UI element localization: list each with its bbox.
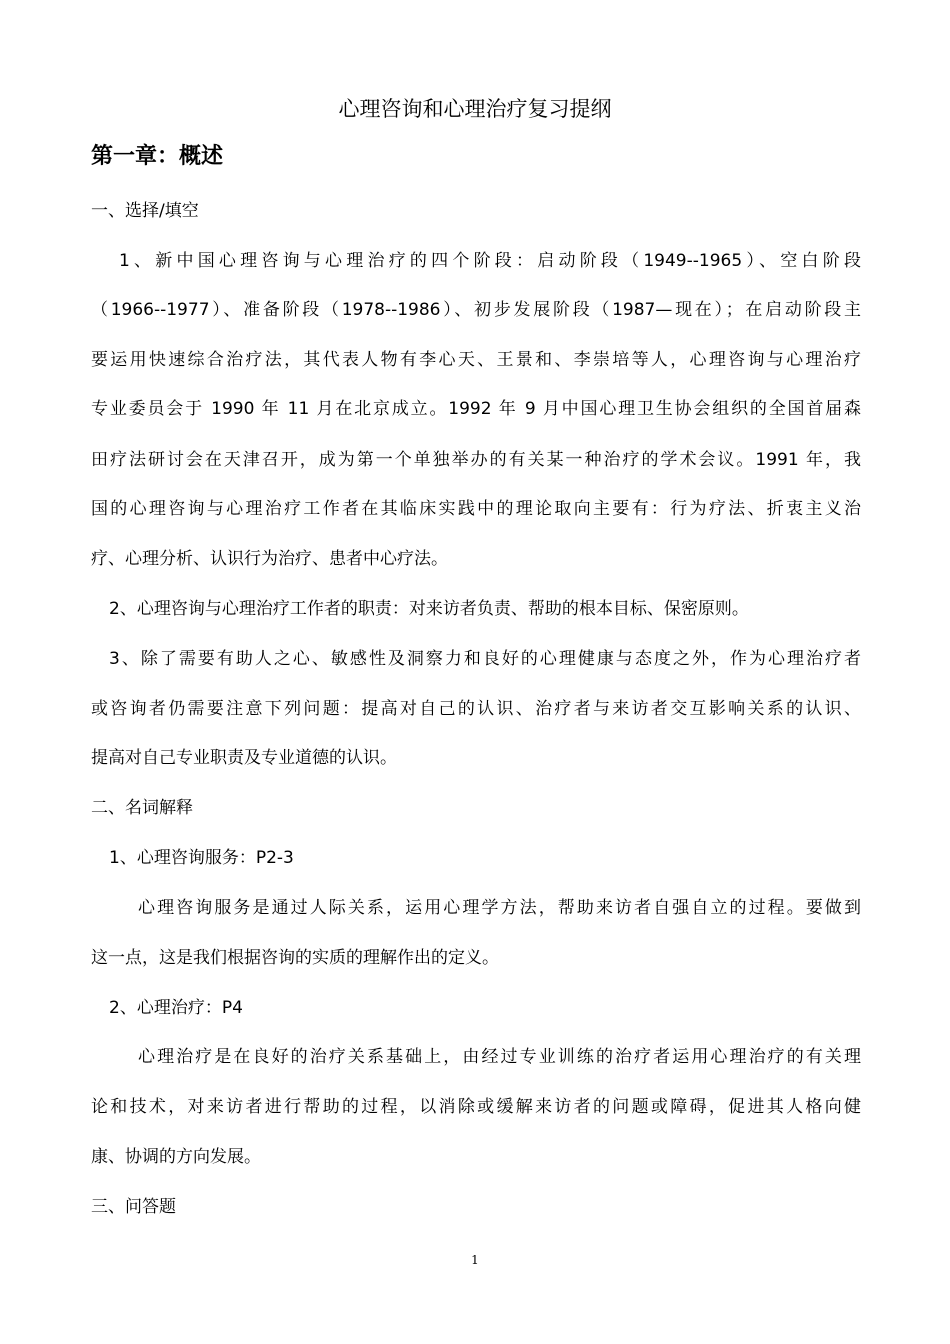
- term2-title: 2、心理治疗：P4: [109, 998, 243, 1018]
- item2-text: 2、心理咨询与心理治疗工作者的职责：对来访者负责、帮助的根本目标、保密原则。: [109, 599, 749, 619]
- term2-line-1: 心理治疗是在良好的治疗关系基础上，由经过专业训练的治疗者运用心理治疗的有关理: [138, 1047, 861, 1067]
- item1-line-3: 要运用快速综合治疗法，其代表人物有李心天、王景和、李崇培等人，心理咨询与心理治疗: [91, 350, 861, 370]
- item1-line-6: 国的心理咨询与心理治疗工作者在其临床实践中的理论取向主要有：行为疗法、折衷主义治: [91, 499, 861, 519]
- term2-line-2: 论和技术，对来访者进行帮助的过程，以消除或缓解来访者的问题或障碍，促进其人格向健: [91, 1097, 861, 1117]
- term2-line-3: 康、协调的方向发展。: [91, 1147, 261, 1167]
- item1-line-1: 1、新中国心理咨询与心理治疗的四个阶段：启动阶段（1949--1965）、空白阶段: [119, 251, 861, 271]
- term1-line-1: 心理咨询服务是通过人际关系，运用心理学方法，帮助来访者自强自立的过程。要做到: [138, 898, 861, 918]
- term1-line-2: 这一点，这是我们根据咨询的实质的理解作出的定义。: [91, 948, 499, 968]
- section-heading-qa: 三、问答题: [91, 1197, 176, 1217]
- page-number: 1: [471, 1253, 479, 1267]
- item1-line-7: 疗、心理分析、认识行为治疗、患者中心疗法。: [91, 549, 448, 569]
- item3-line-1: 3、除了需要有助人之心、敏感性及洞察力和良好的心理健康与态度之外，作为心理治疗者: [109, 649, 861, 669]
- chapter-heading: 第一章：概述: [91, 144, 224, 169]
- term1-title: 1、心理咨询服务：P2-3: [109, 848, 294, 868]
- item1-line-4: 专业委员会于 1990 年 11 月在北京成立。1992 年 9 月中国心理卫生协会组织的全国首届森: [91, 399, 861, 419]
- item3-line-2: 或咨询者仍需要注意下列问题：提高对自己的认识、治疗者与来访者交互影响关系的认识、: [91, 699, 861, 719]
- item3-line-3: 提高对自己专业职责及专业道德的认识。: [91, 748, 397, 768]
- item1-line-5: 田疗法研讨会在天津召开，成为第一个单独举办的有关某一种治疗的学术会议。1991 年，我: [91, 450, 861, 470]
- document-title: 心理咨询和心理治疗复习提纲: [338, 97, 612, 121]
- item1-line-2: （1966--1977）、准备阶段（1978--1986）、初步发展阶段（1987—现在）；在启动阶段主: [91, 300, 861, 320]
- section-heading-terms: 二、名词解释: [91, 798, 193, 818]
- section-heading-choice: 一、选择/填空: [91, 201, 199, 221]
